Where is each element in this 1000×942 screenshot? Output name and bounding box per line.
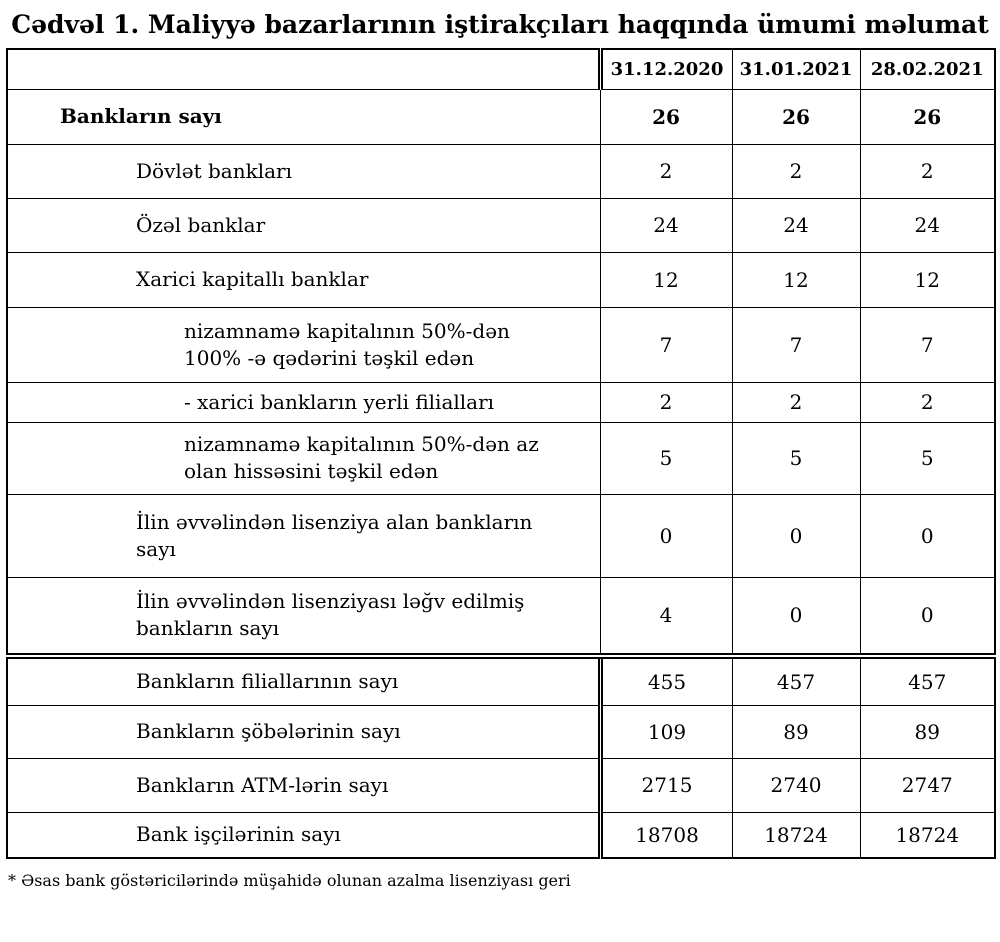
row-label: Dövlət bankları [7, 144, 600, 198]
cell-value: 2 [732, 144, 860, 198]
table-row-bank-atms [7, 758, 995, 812]
row-label: İlin əvvəlindən lisenziyası ləğv edilmiş bankların sayı [7, 577, 600, 656]
cell-value: 89 [732, 705, 860, 758]
cell-value: 12 [600, 252, 732, 307]
cell-value: 2 [600, 382, 732, 422]
table-row-licensed-banks [7, 494, 995, 577]
cell-value: 2 [860, 144, 995, 198]
cell-value: 24 [860, 198, 995, 252]
row-label: Xarici kapitallı banklar [7, 252, 600, 307]
cell-value: 2715 [600, 758, 732, 812]
cell-value: 24 [600, 198, 732, 252]
cell-value: 0 [600, 494, 732, 577]
column-header-date-1: 31.12.2020 [600, 49, 732, 89]
row-label: Bankların filiallarının sayı [7, 656, 600, 705]
row-label: Bankların ATM-lərin sayı [7, 758, 600, 812]
column-header-date-3: 28.02.2021 [860, 49, 995, 89]
cell-value: 89 [860, 705, 995, 758]
cell-value: 18724 [732, 812, 860, 858]
table-row-state-banks [7, 144, 995, 198]
cell-value: 7 [860, 307, 995, 382]
cell-value: 109 [600, 705, 732, 758]
table-row-local-branches-foreign [7, 382, 995, 422]
table-row-private-banks [7, 198, 995, 252]
cell-value: 2740 [732, 758, 860, 812]
row-label: İlin əvvəlindən lisenziya alan bankların sayı [7, 494, 600, 577]
cell-value: 18708 [600, 812, 732, 858]
cell-value: 457 [732, 656, 860, 705]
row-label: Bank işçilərinin sayı [7, 812, 600, 858]
cell-value: 5 [732, 422, 860, 494]
cell-value: 26 [600, 89, 732, 144]
cell-value: 2 [732, 382, 860, 422]
cell-value: 12 [732, 252, 860, 307]
cell-value: 0 [860, 494, 995, 577]
table-row-capital-50-100 [7, 307, 995, 382]
cell-value: 5 [860, 422, 995, 494]
cell-value: 7 [732, 307, 860, 382]
cell-value: 457 [860, 656, 995, 705]
header-empty-cell [7, 49, 600, 89]
cell-value: 0 [860, 577, 995, 656]
cell-value: 26 [732, 89, 860, 144]
row-label: Bankların sayı [7, 89, 600, 144]
table-row-foreign-capital-banks [7, 252, 995, 307]
row-label: Bankların şöbələrinin sayı [7, 705, 600, 758]
data-table [6, 48, 996, 859]
page-title: Cədvəl 1. Maliyyə bazarlarının iştirakçıları haqqında ümumi məlumat [11, 10, 989, 39]
cell-value: 12 [860, 252, 995, 307]
cell-value: 24 [732, 198, 860, 252]
cell-value: 0 [732, 577, 860, 656]
cell-value: 2 [600, 144, 732, 198]
table-row-license-revoked-banks [7, 577, 995, 656]
table-row-bank-divisions [7, 705, 995, 758]
cell-value: 7 [600, 307, 732, 382]
cell-value: 4 [600, 577, 732, 656]
cell-value: 26 [860, 89, 995, 144]
table-row-bank-employees [7, 812, 995, 858]
cell-value: 2 [860, 382, 995, 422]
row-label: nizamnamə kapitalının 50%-dən 100% -ə qədərini təşkil edən [7, 307, 600, 382]
column-header-date-2: 31.01.2021 [732, 49, 860, 89]
row-label: nizamnamə kapitalının 50%-dən az olan hissəsini təşkil edən [7, 422, 600, 494]
cell-value: 2747 [860, 758, 995, 812]
table-row-bank-branches [7, 656, 995, 705]
cell-value: 0 [732, 494, 860, 577]
row-label: Özəl banklar [7, 198, 600, 252]
cell-value: 18724 [860, 812, 995, 858]
header-row [7, 49, 995, 89]
footnote: * Əsas bank göstəricilərində müşahidə olunan azalma lisenziyası geri [8, 871, 571, 890]
table-row-banks-total [7, 89, 995, 144]
cell-value: 455 [600, 656, 732, 705]
table-row-capital-below-50 [7, 422, 995, 494]
cell-value: 5 [600, 422, 732, 494]
row-label: - xarici bankların yerli filialları [7, 382, 600, 422]
